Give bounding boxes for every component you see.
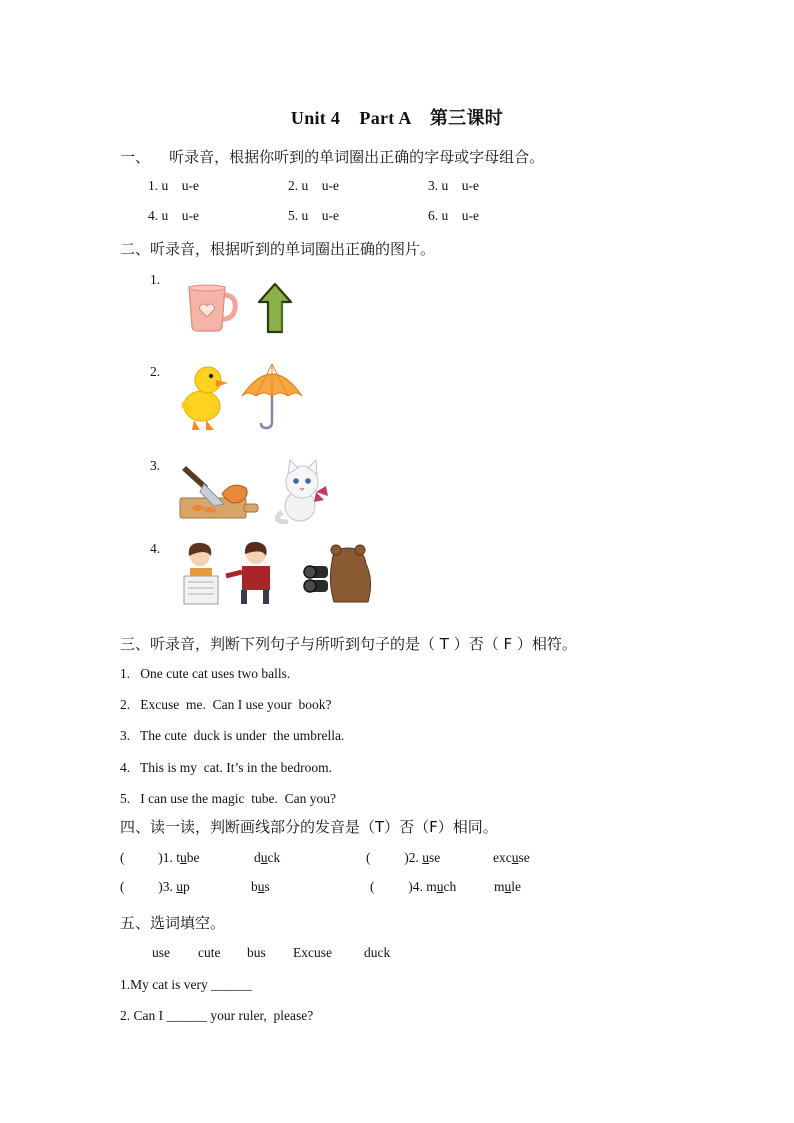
cat-picture[interactable] <box>272 458 336 524</box>
s2-number-3: 3. <box>150 458 161 473</box>
s5-item-2[interactable]: 2. Can I ______ your ruler, please? <box>120 1008 314 1023</box>
up-arrow-picture[interactable] <box>256 282 294 334</box>
s1-item-5: 5. u u-e <box>288 208 339 223</box>
section-3-heading: 三、听录音，判断下列句子与所听到句子的是（ T ）否（ F ）相符。 <box>120 635 577 653</box>
section-5-heading: 五、选词填空。 <box>120 914 226 932</box>
word-bank-use: use <box>152 945 170 960</box>
s2-number-2: 2. <box>150 364 161 379</box>
s4-q2-word2: excuse <box>493 850 530 865</box>
section-2-heading: 二、听录音，根据听到的单词圈出正确的图片。 <box>120 240 436 258</box>
word-bank-bus: bus <box>247 945 266 960</box>
s1-item-2: 2. u u-e <box>288 178 339 193</box>
s4-q3-answer[interactable]: ( )3. up <box>120 879 190 894</box>
section-1-heading: 一、 听录音，根据你听到的单词圈出正确的字母或字母组合。 <box>120 148 545 166</box>
s3-item-4: 4. This is my cat. It’s in the bedroom. <box>120 760 332 775</box>
s5-item-1[interactable]: 1.My cat is very ______ <box>120 977 252 992</box>
duck-picture[interactable] <box>178 360 230 432</box>
word-bank-excuse: Excuse <box>293 945 332 960</box>
s4-q1-word2: duck <box>254 850 281 865</box>
bear-binoculars-picture[interactable] <box>302 542 376 604</box>
section-4-heading: 四、读一读，判断画线部分的发音是（T）否（F）相同。 <box>120 818 498 836</box>
s4-q3-word2: bus <box>251 879 270 894</box>
umbrella-picture[interactable] <box>240 360 304 430</box>
s1-item-6: 6. u u-e <box>428 208 479 223</box>
cutting-board-picture[interactable] <box>178 464 260 522</box>
people-picture[interactable] <box>178 542 282 606</box>
s1-item-3: 3. u u-e <box>428 178 479 193</box>
s3-item-5: 5. I can use the magic tube. Can you? <box>120 791 336 806</box>
cup-picture[interactable] <box>185 283 239 333</box>
s3-item-2: 2. Excuse me. Can I use your book? <box>120 697 332 712</box>
page-title: Unit 4 Part A 第三课时 <box>290 108 504 128</box>
s2-number-1: 1. <box>150 272 161 287</box>
s2-number-4: 4. <box>150 541 161 556</box>
s4-q4-answer[interactable]: ( )4. much <box>370 879 457 894</box>
s4-q1-answer[interactable]: ( )1. tube <box>120 850 200 865</box>
word-bank-duck: duck <box>364 945 391 960</box>
s4-q4-word2: mule <box>494 879 522 894</box>
s4-q2-answer[interactable]: ( )2. use <box>366 850 441 865</box>
s1-item-1: 1. u u-e <box>148 178 199 193</box>
s3-item-3: 3. The cute duck is under the umbrella. <box>120 728 345 743</box>
s1-item-4: 4. u u-e <box>148 208 199 223</box>
word-bank-cute: cute <box>198 945 221 960</box>
s3-item-1: 1. One cute cat uses two balls. <box>120 666 291 681</box>
